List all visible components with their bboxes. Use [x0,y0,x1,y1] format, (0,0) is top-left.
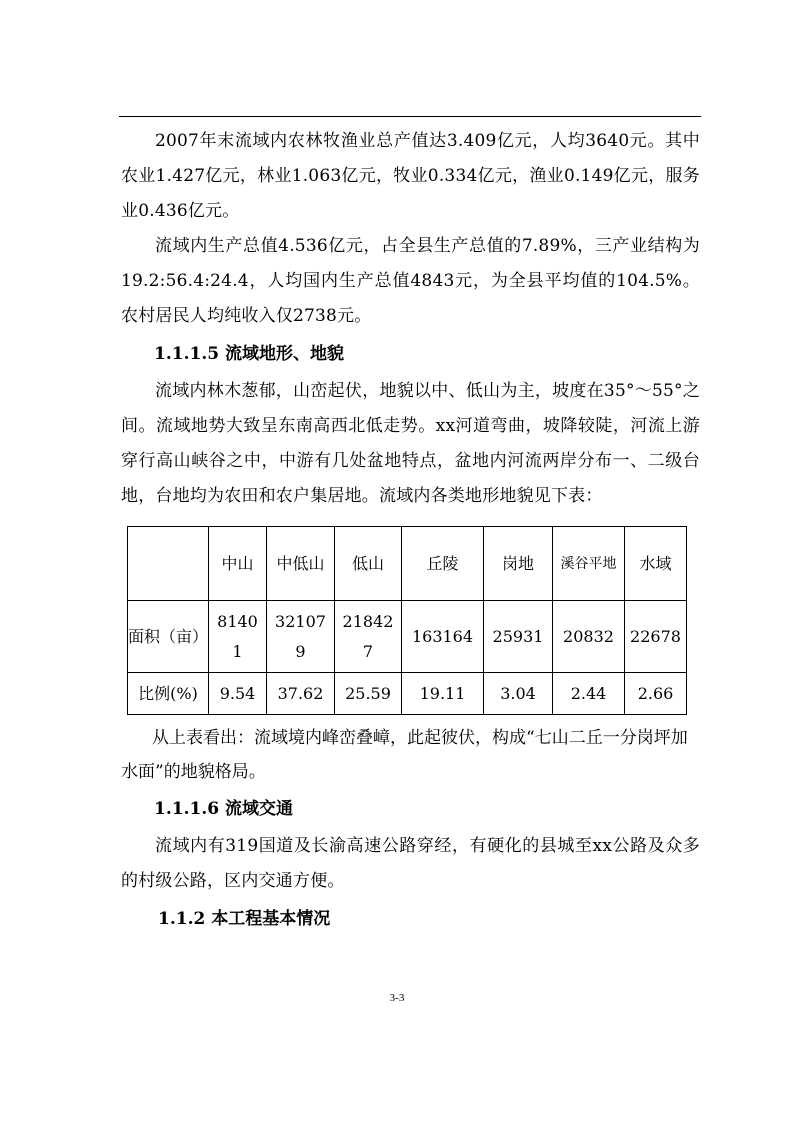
table-header-cell: 中低山 [267,527,335,601]
table-cell: 19.11 [402,673,484,715]
table-cell: 163164 [402,601,484,673]
table-cell: 9.54 [209,673,267,715]
paragraph-gdp: 流域内生产总值4.536亿元，占全县生产总值的7.89%，三产业结构为19.2:56.4:24.4，人均国内生产总值4843元，为全县平均值的104.5%。农村居民人均纯收入仅2738元。 [121,236,700,326]
section-heading-terrain: 1.1.1.5 流域地形、地貌 [154,344,344,364]
table-cell: 3.04 [484,673,553,715]
table-header-cell: 丘陵 [402,527,484,601]
table-row-ratio [128,673,687,715]
table-row-label: 面积（亩） [128,601,209,673]
paragraph-table-summary: 从上表看出：流域境内峰峦叠嶂，此起彼伏，构成“七山二丘一分岗坪加水面”的地貌格局。 [121,728,688,782]
terrain-table [127,526,687,715]
table-cell: 25.59 [335,673,402,715]
table-cell: 37.62 [267,673,335,715]
table-header-cell: 水域 [625,527,687,601]
paragraph-output-value: 2007年末流域内农林牧渔业总产值达3.409亿元，人均3640元。其中农业1.427亿元，林业1.063亿元，牧业0.334亿元，渔业0.149亿元，服务业0.436亿元。 [121,131,700,221]
table-header-cell: 中山 [209,527,267,601]
table-header-cell: 溪谷平地 [553,527,625,601]
table-header-cell: 低山 [335,527,402,601]
page-number: 3-3 [389,992,405,1004]
table-row-label: 比例(%) [128,673,209,715]
table-cell: 25931 [484,601,553,673]
table-header-cell: 岗地 [484,527,553,601]
table-cell: 22678 [625,601,687,673]
document-body [121,124,700,939]
table-cell: 20832 [553,601,625,673]
table-cell: 2.66 [625,673,687,715]
table-cell: 81401 [209,601,267,673]
section-heading-traffic: 1.1.1.6 流域交通 [154,799,293,819]
table-row-area [128,601,687,673]
header-rule [119,116,701,117]
table-cell: 321079 [267,601,335,673]
paragraph-traffic: 流域内有319国道及长渝高速公路穿经，有硬化的县城至xx公路及众多的村级公路，区内交通方便。 [121,836,700,891]
section-heading-project: 1.1.2 本工程基本情况 [158,909,331,929]
paragraph-terrain: 流域内林木葱郁，山峦起伏，地貌以中、低山为主，坡度在35°～55°之间。流域地势大致呈东南高西北低走势。xx河道弯曲，坡降较陡，河流上游穿行高山峡谷之中，中游有几处盆地特点，盆地内河流两岸分布一、二级台地，台地均为农田和农户集居地。流域内各类地形地貌见下表： [121,381,700,506]
table-cell: 2.44 [553,673,625,715]
table-cell: 218427 [335,601,402,673]
table-header-cell [128,527,209,601]
table-header-row [128,527,687,601]
